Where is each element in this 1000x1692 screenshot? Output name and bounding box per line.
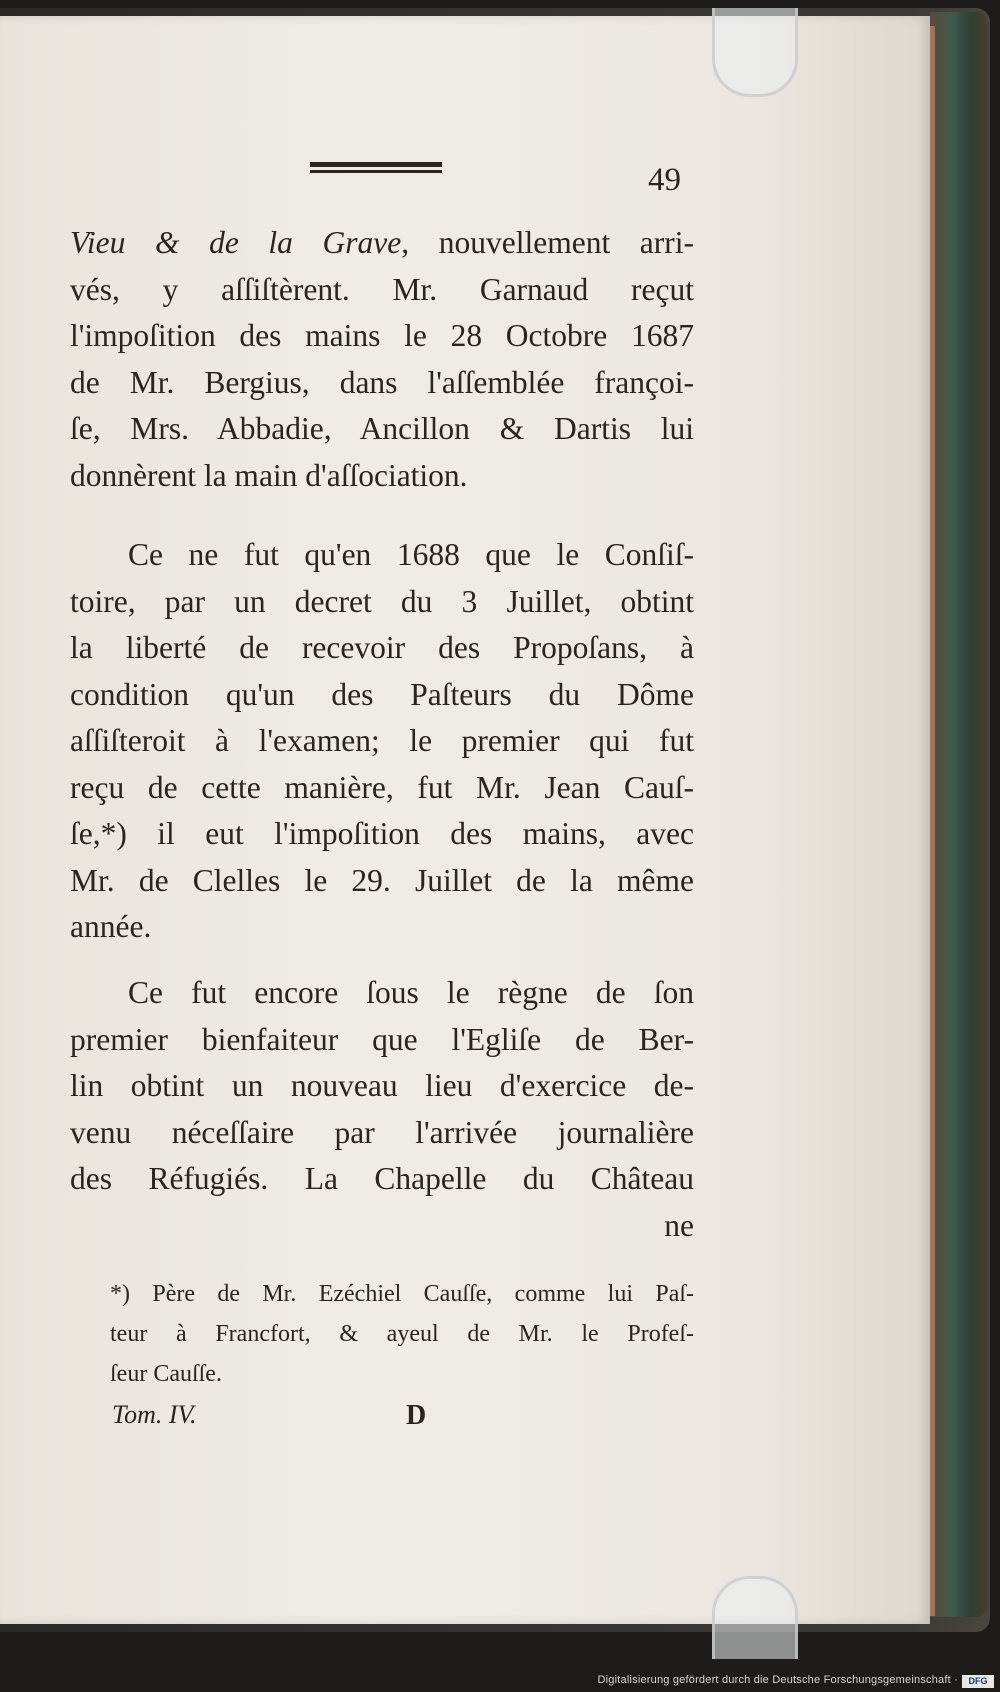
text-line: donnèrent la main d'aſſociation. (70, 457, 468, 493)
text-line: Mr. de Clelles le 29. Juillet de la même (70, 862, 694, 898)
text-line: la liberté de recevoir des Propoſans, à (70, 630, 694, 665)
text-line: condition qu'un des Paſteurs du Dôme (70, 676, 694, 712)
text-line: des Réfugiés. La Chapelle du Château (70, 1161, 694, 1196)
page-clip-top (712, 8, 798, 97)
text-line: reçu de cette manière, fut Mr. Jean Cauſ- (70, 769, 694, 805)
footnote-line: teur à Francfort, & ayeul de Mr. le Profeſ- (110, 1321, 694, 1347)
text-line: Ce fut encore ſous le règne de ſon (128, 975, 694, 1010)
text-line: premier bienfaiteur que l'Egliſe de Ber- (70, 1021, 694, 1057)
paragraph-2 (70, 532, 694, 951)
text-line: ſe,*) il eut l'impoſition des mains, avec (70, 816, 694, 851)
text-line: l'impoſition des mains le 28 Octobre 1687 (70, 318, 694, 353)
header-ornament-rule (310, 162, 442, 174)
text-line: Ce ne fut qu'en 1688 que le Conſiſ- (128, 537, 694, 572)
paragraph-3 (70, 970, 694, 1249)
footnote-line: ſeur Cauſſe. (110, 1361, 222, 1387)
text-line: année. (70, 909, 152, 944)
catchword: ne (664, 1207, 694, 1243)
line-rest: , nouvellement arri- (401, 225, 695, 260)
page-clip-bottom (712, 1576, 798, 1659)
gathering-signature: D (406, 1400, 427, 1431)
text-line: lin obtint un nouveau lieu d'exercice de- (70, 1068, 694, 1103)
footnote-line: *) Père de Mr. Ezéchiel Cauſſe, comme lui Paſ- (110, 1281, 694, 1307)
text-line: venu néceſſaire par l'arrivée journalière (70, 1114, 694, 1150)
italic-names: Vieu & de la Grave (70, 225, 402, 260)
volume-signature: Tom. IV. (112, 1400, 197, 1429)
text-line: aſſiſteroit à l'examen; le premier qui fut (70, 723, 694, 758)
text-line: vés, y aſſiſtèrent. Mr. Garnaud reçut (70, 271, 694, 307)
dfg-logo: DFG (962, 1675, 994, 1688)
text-line: de Mr. Bergius, dans l'aſſemblée françoi- (70, 364, 694, 400)
footnote (110, 1274, 694, 1394)
page-number: 49 (648, 162, 681, 198)
digitization-credit: Digitalisierung gefördert durch die Deutsche Forschungsgemeinschaft · (597, 1674, 958, 1686)
text-line: toire, par un decret du 3 Juillet, obtint (70, 583, 694, 619)
book-cover-spine (930, 12, 988, 1617)
paragraph-1 (70, 220, 694, 499)
text-line (70, 220, 694, 267)
text-line: ſe, Mrs. Abbadie, Ancillon & Dartis lui (70, 411, 694, 446)
